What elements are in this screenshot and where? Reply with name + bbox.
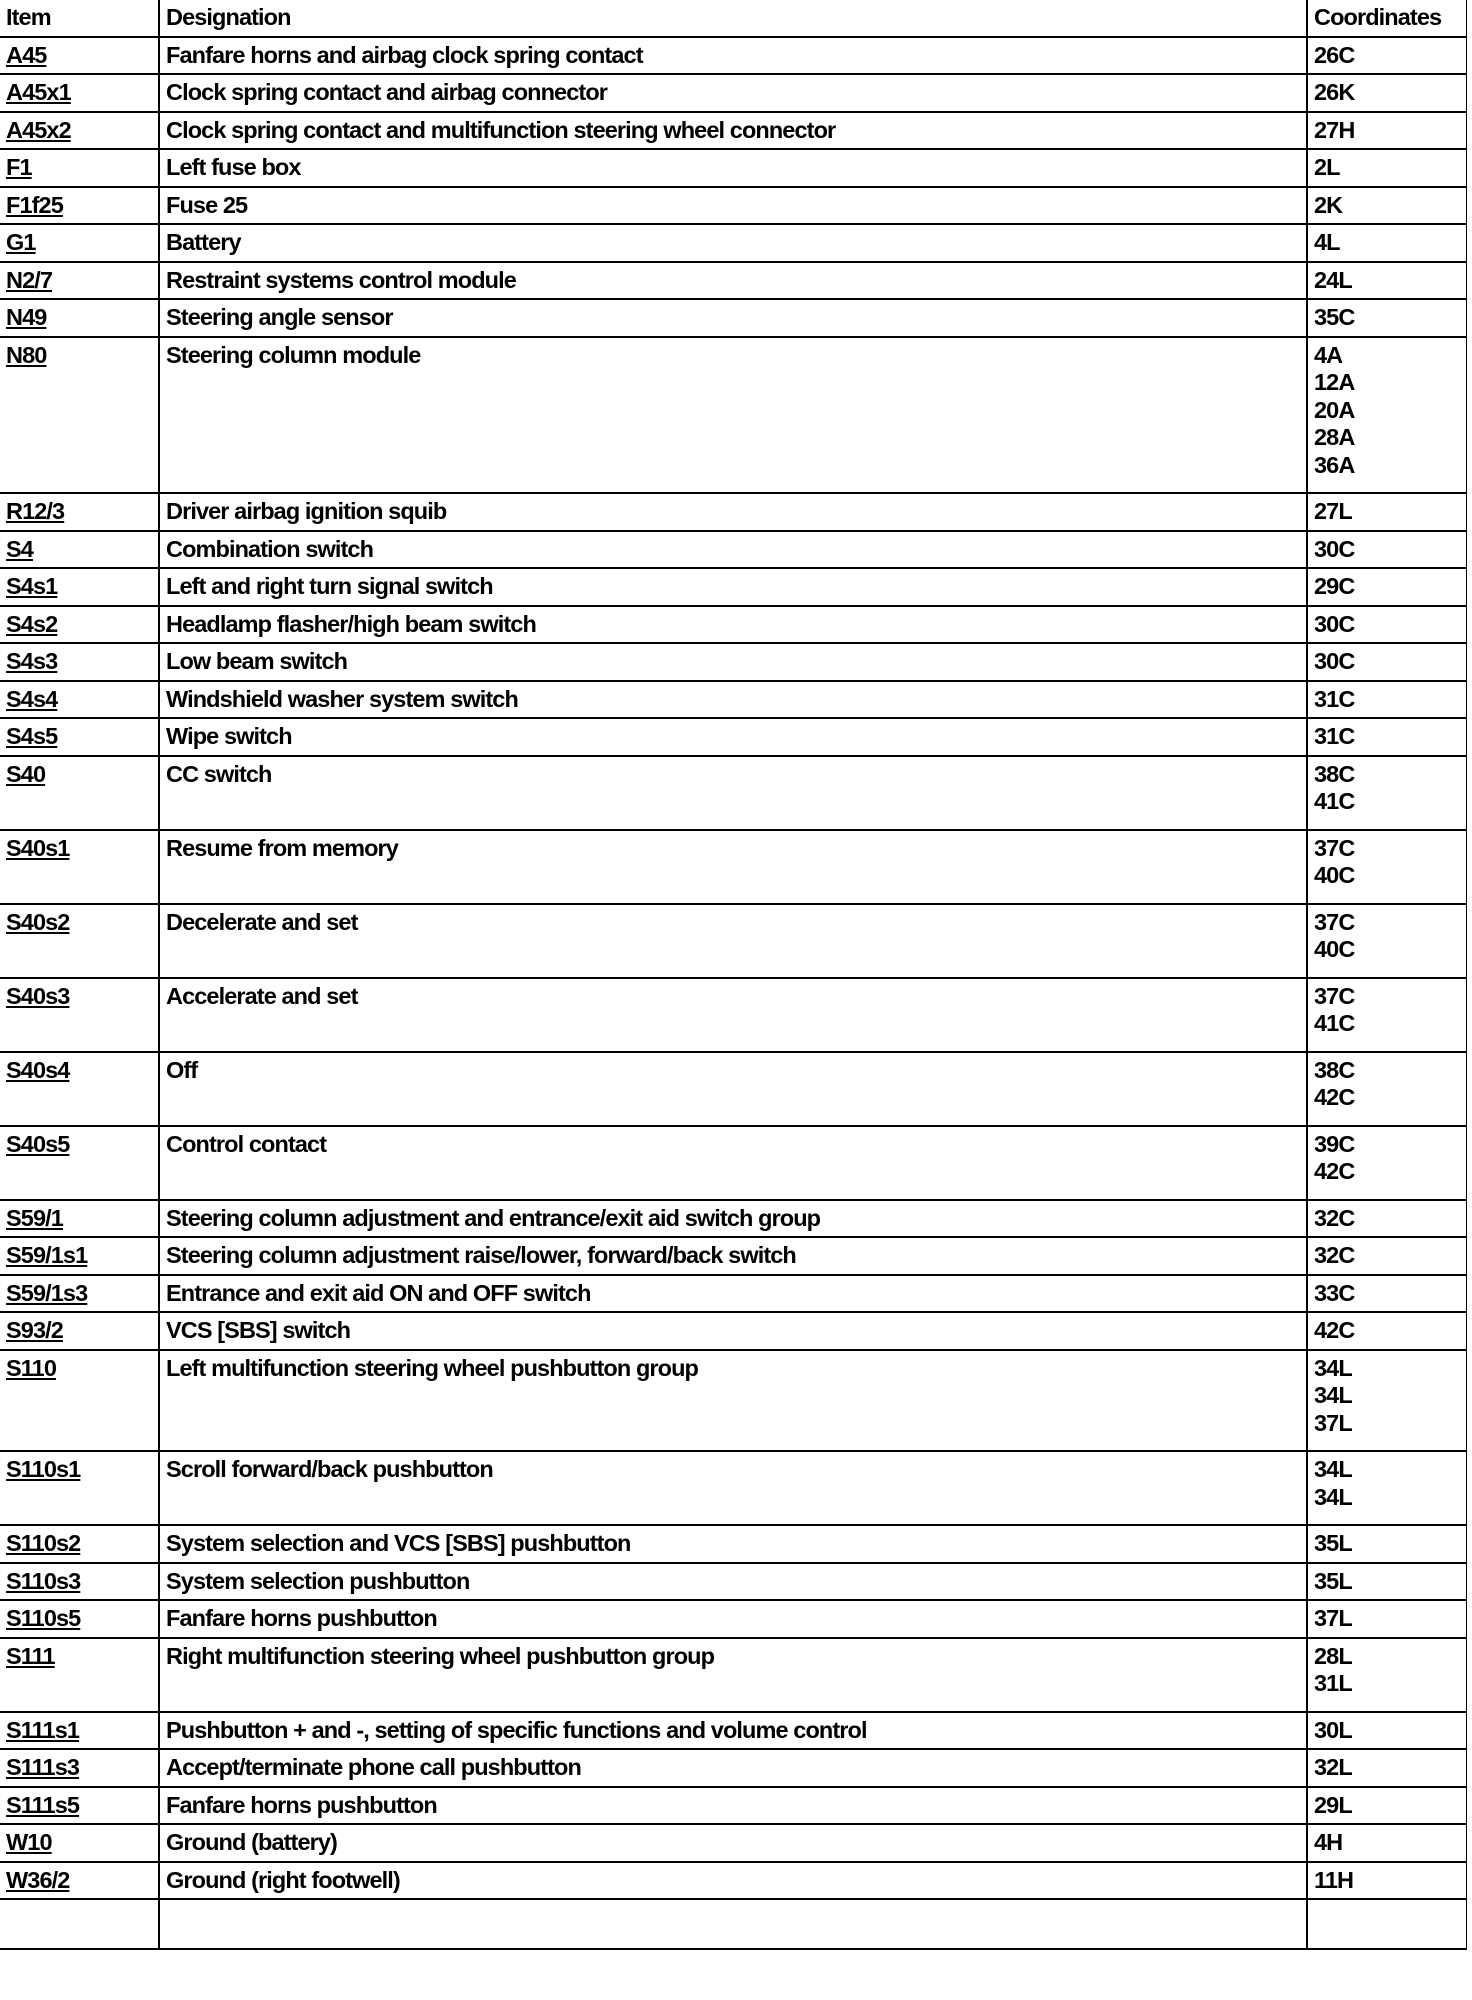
table-row [0,187,1466,225]
coordinate-value: 29C [1314,573,1355,599]
item-link[interactable]: S59/1s1 [6,1242,88,1268]
coordinate-value: 30C [1314,648,1355,674]
coordinate-value: 29L [1314,1791,1352,1818]
item-cell [0,1200,159,1238]
coordinates-cell [1307,37,1466,75]
coordinates-cell [1307,978,1466,1052]
table-row [0,1312,1466,1350]
designation-cell: Headlamp flasher/high beam switch [159,606,1307,644]
coordinates-cell [1307,643,1466,681]
item-cell [0,224,159,262]
item-cell [0,187,159,225]
item-cell [0,1824,159,1862]
coordinates-cell [1307,1200,1466,1238]
item-cell [0,1052,159,1126]
item-link[interactable]: S4s1 [6,573,58,599]
designation-cell: Steering angle sensor [159,299,1307,337]
table-row [0,531,1466,569]
coordinate-value: 27H [1314,116,1355,143]
item-link[interactable]: N80 [6,341,47,368]
coordinates-cell [1307,337,1466,494]
coordinate-value: 26K [1314,79,1355,105]
item-cell [0,606,159,644]
item-cell [0,1712,159,1750]
coordinates-cell [1307,606,1466,644]
table-row [0,681,1466,719]
item-link[interactable]: S40s5 [6,1130,70,1157]
designation-cell: Ground (battery) [159,1824,1307,1862]
designation-cell: Combination switch [159,531,1307,569]
table-row [0,1712,1466,1750]
coordinate-value: 37C [1314,982,1355,1009]
coordinate-value: 27L [1314,498,1352,524]
coordinate-value: 12A [1314,369,1355,395]
designation-cell: System selection pushbutton [159,1563,1307,1601]
item-cell [0,299,159,337]
coordinates-cell [1307,187,1466,225]
item-link[interactable]: S110s1 [6,1456,81,1482]
coordinate-value: 11H [1314,1866,1354,1893]
designation-cell: Off [159,1052,1307,1126]
table-row [0,74,1466,112]
coordinates-cell [1307,681,1466,719]
coordinate-value: 4A [1314,341,1343,368]
item-link[interactable]: S4s3 [6,648,58,674]
item-cell [0,531,159,569]
designation-cell: CC switch [159,756,1307,830]
item-link[interactable]: S110 [6,1354,56,1381]
table-row [0,1563,1466,1601]
item-cell [0,1275,159,1313]
coordinate-value: 30C [1314,610,1355,637]
coordinate-value: 26C [1314,41,1355,68]
table-row [0,37,1466,75]
designation-cell: Fanfare horns pushbutton [159,1787,1307,1825]
item-cell [0,1638,159,1712]
designation-cell: Entrance and exit aid ON and OFF switch [159,1275,1307,1313]
coordinates-cell [1307,1052,1466,1126]
coordinates-cell [1307,1350,1466,1452]
coordinates-cell [1307,1862,1466,1900]
item-cell [0,337,159,494]
designation-cell: Left fuse box [159,149,1307,187]
table-row [0,1525,1466,1563]
column-header-designation: Designation [159,0,1307,37]
coordinate-value: 42C [1314,1084,1355,1110]
item-link[interactable]: S59/1s3 [6,1279,88,1306]
coordinate-value: 42C [1314,1317,1355,1343]
table-row [0,1600,1466,1638]
item-link[interactable]: S40s3 [6,982,70,1009]
coordinates-cell [1307,830,1466,904]
designation-cell: Pushbutton + and -, setting of specific functions and volume control [159,1712,1307,1750]
item-link[interactable]: S93/2 [6,1317,63,1343]
coordinate-value: 31L [1314,1670,1352,1696]
item-link[interactable]: S4s2 [6,610,58,637]
table-row [0,1200,1466,1238]
designation-cell: Accelerate and set [159,978,1307,1052]
coordinates-cell [1307,299,1466,337]
item-link[interactable]: N2/7 [6,266,53,293]
coordinate-value: 34L [1314,1456,1352,1482]
coordinate-value: 35C [1314,304,1355,330]
table-row [0,1275,1466,1313]
designation-cell: Fanfare horns pushbutton [159,1600,1307,1638]
item-link[interactable]: S40s4 [6,1056,70,1083]
coordinate-value: 30C [1314,535,1355,562]
coordinates-cell [1307,756,1466,830]
column-header-coordinates: Coordinates [1307,0,1466,37]
table-row [0,224,1466,262]
table-row [0,1237,1466,1275]
designation-cell: Driver airbag ignition squib [159,493,1307,531]
designation-cell: VCS [SBS] switch [159,1312,1307,1350]
item-link[interactable]: S4s4 [6,685,58,712]
item-cell [0,37,159,75]
coordinates-cell [1307,1237,1466,1275]
designation-cell: Left multifunction steering wheel pushbutton group [159,1350,1307,1452]
empty-cell [0,1899,159,1949]
table-row [0,149,1466,187]
item-cell [0,1451,159,1525]
designation-cell: Right multifunction steering wheel pushbutton group [159,1638,1307,1712]
coordinate-value: 33C [1314,1279,1355,1306]
coordinate-value: 30L [1314,1716,1352,1743]
empty-cell [159,1899,1307,1949]
table-row [0,606,1466,644]
item-link[interactable]: S40s1 [6,834,70,861]
coordinates-cell [1307,74,1466,112]
item-cell [0,1350,159,1452]
table-row [0,978,1466,1052]
item-cell [0,262,159,300]
designation-cell: Accept/terminate phone call pushbutton [159,1749,1307,1787]
item-link[interactable]: S4 [6,535,33,562]
item-link[interactable]: S40 [6,760,46,787]
coordinates-cell [1307,718,1466,756]
designation-cell: Clock spring contact and multifunction steering wheel connector [159,112,1307,150]
coordinate-value: 34L [1314,1354,1352,1381]
coordinate-value: 32C [1314,1204,1355,1231]
table-row [0,112,1466,150]
table-row [0,493,1466,531]
table-row [0,1787,1466,1825]
item-link[interactable]: S110s2 [6,1530,81,1556]
item-cell [0,1600,159,1638]
item-cell [0,1862,159,1900]
item-cell [0,1126,159,1200]
item-cell [0,149,159,187]
coordinate-value: 39C [1314,1130,1355,1157]
item-cell [0,1787,159,1825]
table-row [0,718,1466,756]
coordinate-value: 2K [1314,191,1343,218]
table-row [0,1862,1466,1900]
item-cell [0,904,159,978]
coordinates-cell [1307,1712,1466,1750]
designation-cell: Fanfare horns and airbag clock spring contact [159,37,1307,75]
item-cell [0,756,159,830]
designation-cell: Decelerate and set [159,904,1307,978]
item-cell [0,112,159,150]
column-header-item: Item [0,0,159,37]
coordinates-cell [1307,149,1466,187]
coordinate-value: 20A [1314,396,1355,423]
table-row [0,1638,1466,1712]
coordinate-value: 35L [1314,1530,1352,1556]
item-cell [0,568,159,606]
table-row [0,299,1466,337]
item-link[interactable]: R12/3 [6,498,65,524]
coordinate-value: 28A [1314,424,1355,450]
item-cell [0,643,159,681]
item-link[interactable]: S40s2 [6,908,70,935]
coordinate-value: 38C [1314,760,1355,787]
coordinates-cell [1307,1638,1466,1712]
designation-cell: Restraint systems control module [159,262,1307,300]
table-row [0,1350,1466,1452]
table-row [0,643,1466,681]
coordinates-cell [1307,1451,1466,1525]
item-cell [0,493,159,531]
table-body [0,37,1466,1950]
designation-cell: Low beam switch [159,643,1307,681]
table-row [0,568,1466,606]
coordinates-cell [1307,1525,1466,1563]
designation-cell: Scroll forward/back pushbutton [159,1451,1307,1525]
coordinates-cell [1307,262,1466,300]
coordinate-value: 37C [1314,834,1355,861]
item-link[interactable]: S4s5 [6,723,58,749]
coordinates-cell [1307,112,1466,150]
coordinates-cell [1307,1563,1466,1601]
item-cell [0,978,159,1052]
coordinate-value: 36A [1314,451,1355,478]
table-row [0,830,1466,904]
item-cell [0,830,159,904]
table-header-row [0,0,1466,37]
item-link[interactable]: S110s5 [6,1605,81,1631]
designation-cell: Battery [159,224,1307,262]
coordinate-value: 31C [1314,723,1355,749]
coordinate-value: 35L [1314,1567,1352,1594]
table-row [0,1749,1466,1787]
designation-cell: Clock spring contact and airbag connector [159,74,1307,112]
designation-cell: Steering column module [159,337,1307,494]
coordinate-value: 40C [1314,936,1355,962]
coordinate-value: 24L [1314,266,1352,293]
item-cell [0,718,159,756]
item-link[interactable]: G1 [6,229,36,255]
designation-cell: Ground (right footwell) [159,1862,1307,1900]
item-link[interactable]: F1 [6,154,32,180]
coordinate-value: 41C [1314,1010,1355,1036]
item-link[interactable]: F1f25 [6,191,63,218]
coordinates-cell [1307,531,1466,569]
item-cell [0,74,159,112]
coordinate-value: 4H [1314,1829,1343,1855]
table-row [0,904,1466,978]
table-row [0,1126,1466,1200]
coordinate-value: 37L [1314,1409,1352,1436]
item-cell [0,1563,159,1601]
coordinates-cell [1307,904,1466,978]
coordinate-value: 40C [1314,862,1355,888]
item-link[interactable]: N49 [6,304,47,330]
coordinates-cell [1307,224,1466,262]
table-row [0,337,1466,494]
item-link[interactable]: A45 [6,41,47,68]
designation-cell: Control contact [159,1126,1307,1200]
designation-cell: Steering column adjustment raise/lower, forward/back switch [159,1237,1307,1275]
item-cell [0,1312,159,1350]
coordinate-value: 42C [1314,1158,1355,1184]
coordinate-value: 34L [1314,1483,1352,1510]
table-row [0,1824,1466,1862]
coordinates-cell [1307,1600,1466,1638]
item-link[interactable]: S111 [6,1642,55,1669]
coordinate-value: 28L [1314,1642,1352,1669]
item-link[interactable]: S111s1 [6,1716,80,1743]
item-cell [0,1525,159,1563]
coordinate-value: 37L [1314,1605,1352,1631]
coordinates-cell [1307,1787,1466,1825]
designation-cell: Windshield washer system switch [159,681,1307,719]
table-row [0,1451,1466,1525]
table-row [0,1052,1466,1126]
item-link[interactable]: S59/1 [6,1204,63,1231]
coordinate-value: 41C [1314,788,1355,814]
table-row [0,756,1466,830]
item-cell [0,1237,159,1275]
designation-cell: Fuse 25 [159,187,1307,225]
coordinate-value: 32L [1314,1754,1352,1780]
coordinate-value: 34L [1314,1382,1352,1408]
empty-cell [1307,1899,1466,1949]
item-link[interactable]: W36/2 [6,1866,70,1893]
coordinates-cell [1307,1749,1466,1787]
coordinates-cell [1307,1312,1466,1350]
coordinate-value: 2L [1314,154,1340,180]
coordinate-value: 31C [1314,685,1355,712]
item-link[interactable]: S111s5 [6,1791,80,1818]
coordinate-value: 32C [1314,1242,1355,1268]
designation-cell: Left and right turn signal switch [159,568,1307,606]
item-link[interactable]: A45x2 [6,116,71,143]
designation-cell: Steering column adjustment and entrance/exit aid switch group [159,1200,1307,1238]
item-cell [0,1749,159,1787]
coordinates-cell [1307,1824,1466,1862]
coordinate-value: 37C [1314,908,1355,935]
coordinate-value: 4L [1314,229,1340,255]
item-link[interactable]: A45x1 [6,79,71,105]
coordinates-cell [1307,493,1466,531]
table-row [0,262,1466,300]
item-link[interactable]: W10 [6,1829,52,1855]
item-link[interactable]: S111s3 [6,1754,80,1780]
item-cell [0,681,159,719]
item-link[interactable]: S110s3 [6,1567,81,1594]
coordinate-value: 38C [1314,1056,1355,1083]
coordinates-cell [1307,1126,1466,1200]
empty-row [0,1899,1466,1949]
designation-cell: Resume from memory [159,830,1307,904]
designation-cell: System selection and VCS [SBS] pushbutton [159,1525,1307,1563]
coordinates-cell [1307,568,1466,606]
coordinates-cell [1307,1275,1466,1313]
designation-cell: Wipe switch [159,718,1307,756]
